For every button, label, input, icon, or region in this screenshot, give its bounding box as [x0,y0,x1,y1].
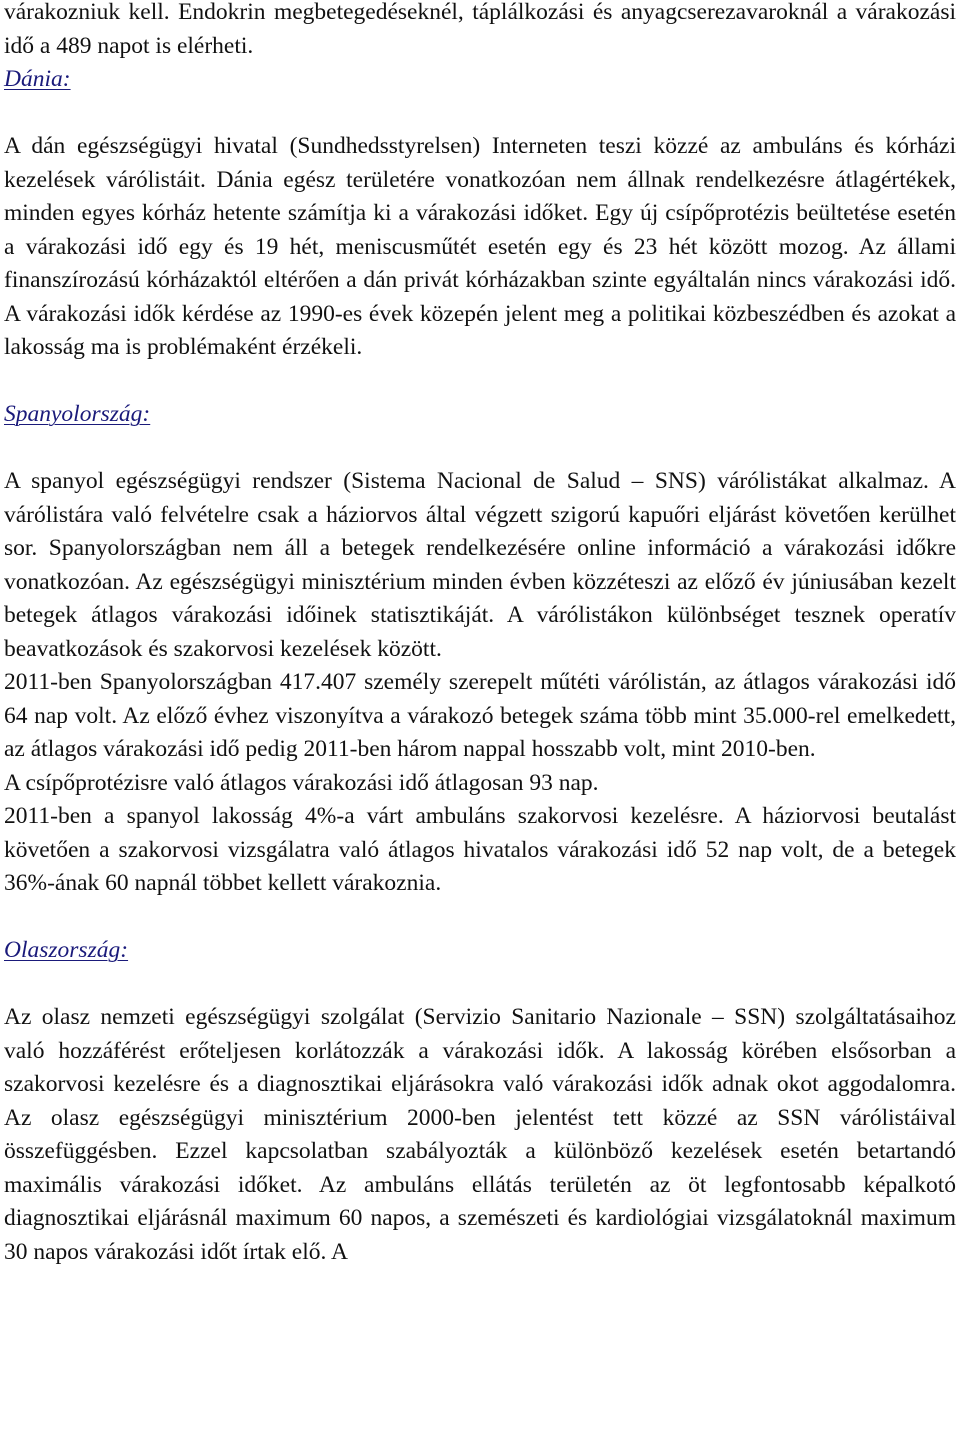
spain-paragraph-4: 2011-ben a spanyol lakosság 4%-a várt ambuláns szakorvosi kezelésre. A háziorvosi beutalást követően a szakorvosi vizsgálatra való átlagos hivatalos várakozási idő 52 nap volt, de a betegek 36%-ának 60 napnál többet kellett várakoznia. [4,803,956,896]
italy-paragraph: Az olasz nemzeti egészségügyi szolgálat (Servizio Sanitario Nazionale – SSN) szolgáltatásaihoz való hozzáférést erőteljesen korlátozzák a várakozási idők. A lakosság körében elsősorban a szakorvosi kezelésre és a diagnosztikai eljárásokra való várakozási idők adnak okot aggodalomra. Az olasz egészségügyi minisztérium 2000-ben jelentést tett közzé az SSN várólistáival összefüggésben. Ezzel kapcsolatban szabályozták a különböző kezelések esetén betartandó maximális várakozási időket. Az ambuláns ellátás területén az öt legfontosabb képalkotó diagnosztikai eljárásnál maximum 60 napos, a szemészeti és kardiológiai vizsgálatoknál maximum 30 napos várakozási időt írtak elő. A [4,1004,956,1265]
spain-paragraph-3: A csípőprotézisre való átlagos várakozási idő átlagosan 93 nap. [4,769,599,796]
heading-italy: Olaszország: [4,937,129,963]
heading-spain: Spanyolország: [4,401,151,427]
spain-paragraph-2: 2011-ben Spanyolországban 417.407 személy szerepelt műtéti várólistán, az átlagos várakozási idő 64 nap volt. Az előző évhez viszonyítva a várakozó betegek száma több mint 35.000-rel emelkedett, az átlagos várakozási idő pedig 2011-ben három nappal hosszabb volt, mint 2010-ben. [4,669,956,762]
spain-paragraph-1: A spanyol egészségügyi rendszer (Sistema Nacional de Salud – SNS) várólistákat alkalmaz. A várólistára való felvételre csak a háziorvos által végzett szigorú kapuőri eljárást követően kerülhet sor. Spanyolországban nem áll a betegek rendelkezésére online információ a várakozási időkre vonatkozóan. Az egészségügyi minisztérium minden évben közzéteszi az előző év júniusában kezelt betegek átlagos várakozási időinek statisztikáját. A várólistákon különbséget tesznek operatív beavatkozások és szakorvosi kezelések között. [4,468,956,662]
spacer [4,968,956,1002]
intro-paragraph: várakozniuk kell. Endokrin megbetegedéseknél, táplálkozási és anyagcserezavaroknál a várakozási idő a 489 napot is elérheti. [4,0,956,59]
spacer [4,432,956,466]
spacer [4,97,956,131]
heading-denmark: Dánia: [4,66,71,92]
spacer [4,901,956,935]
denmark-paragraph: A dán egészségügyi hivatal (Sundhedsstyrelsen) Interneten teszi közzé az ambuláns és kórházi kezelések várólistáit. Dánia egész területére vonatkozóan nem állnak rendelkezésre átlagértékek, minden egyes kórház hetente számítja ki a várakozási időket. Egy új csípőprotézis beültetése esetén a várakozási idő egy és 19 hét, meniscusműtét esetén egy és 23 hét között mozog. Az állami finanszírozású kórházaktól eltérően a dán privát kórházakban szinte egyáltalán nincs várakozási idő. A várakozási idők kérdése az 1990-es évek közepén jelent meg a politikai közbeszédben és azokat a lakosság ma is problémaként érzékeli. [4,133,956,360]
spacer [4,365,956,399]
